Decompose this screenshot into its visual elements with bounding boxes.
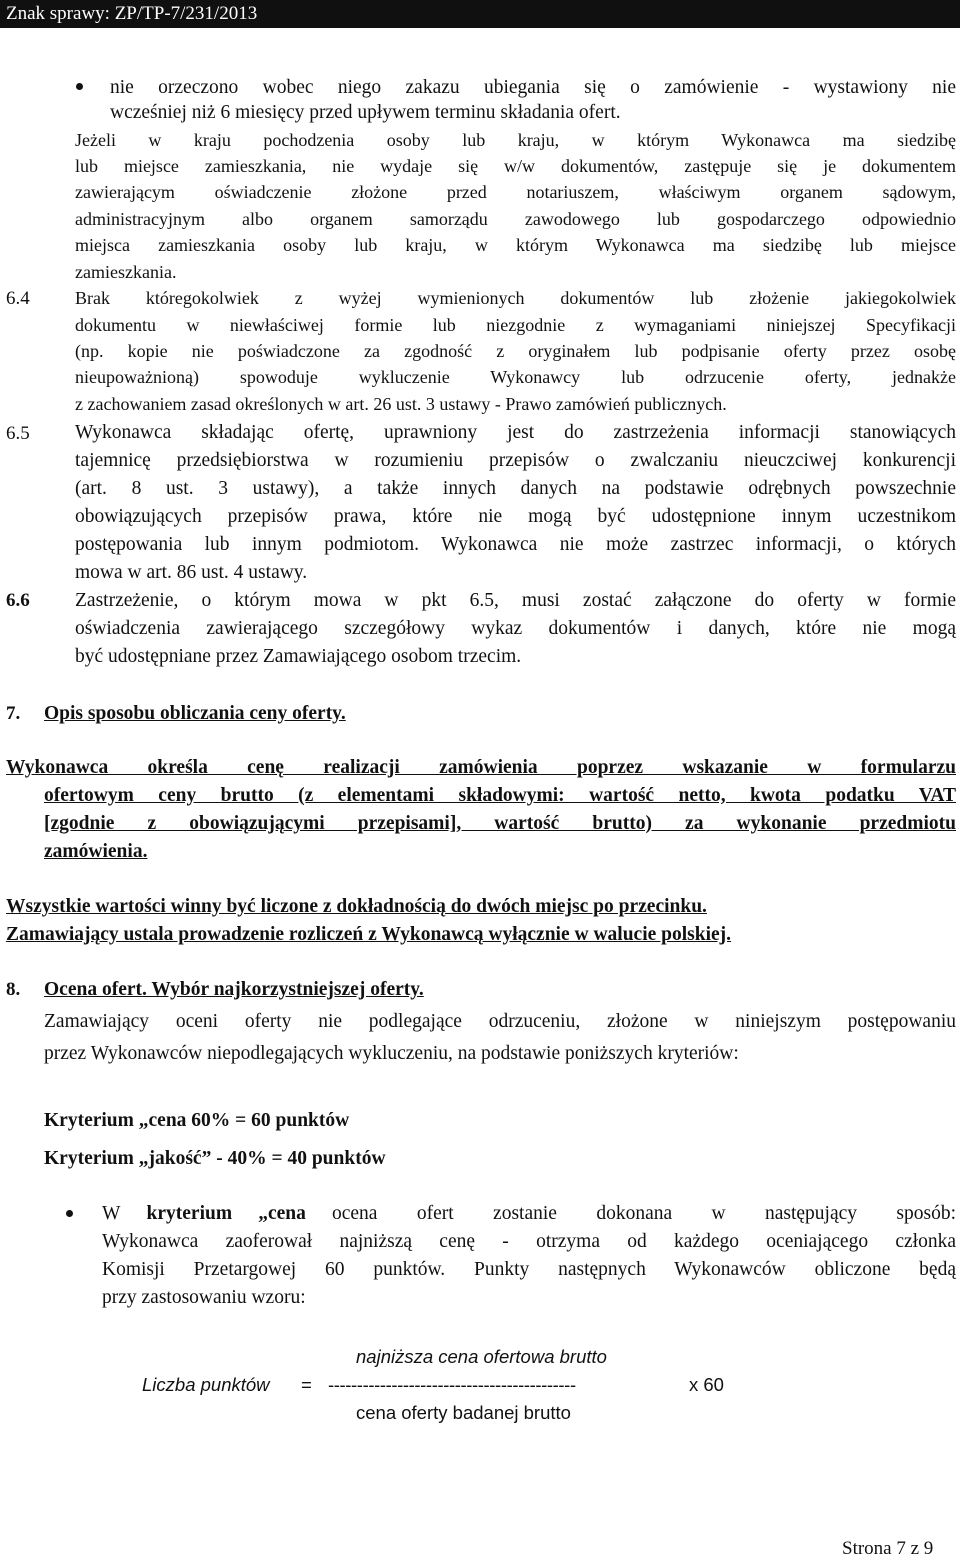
- bullet-line: Wykonawca zaoferował najniższą cenę - otrzyma od każdego oceniającego członka: [102, 1231, 956, 1252]
- first-line-rest: ocena ofert zostanie dokonana w następujący sposób:: [332, 1203, 956, 1224]
- bullet-cena-first-line: [102, 1203, 956, 1225]
- bullet-line: wcześniej niż 6 miesięcy przed upływem terminu składania ofert.: [110, 102, 621, 123]
- bullet-dot: [76, 83, 83, 90]
- word-kryterium: kryterium: [146, 1203, 233, 1224]
- bold-paragraph-line: zamówienia.: [44, 841, 148, 862]
- bold-paragraph-line: ofertowym ceny brutto (z elementami składowymi: wartość netto, kwota podatku VAT: [44, 785, 956, 806]
- note-line: Wszystkie wartości winny być liczone z dokładnością do dwóch miejsc po przecinku.: [6, 896, 707, 917]
- paragraph-line: Zamawiający oceni oferty nie podlegające odrzuceniu, złożone w niniejszym postępowaniu: [44, 1011, 956, 1032]
- section-number: 6.5: [6, 423, 30, 444]
- criterion-quality: Kryterium „jakość” - 40% = 40 punktów: [44, 1148, 386, 1169]
- paragraph-line: miejsca zamieszkania osoby lub kraju, w którym Wykonawca ma siedzibę lub miejsce: [75, 235, 956, 255]
- bullet-line: nie orzeczono wobec niego zakazu ubiegania się o zamówienie - wystawiony nie: [110, 77, 956, 98]
- section-number: 8.: [6, 979, 21, 1000]
- bullet-line: przy zastosowaniu wzoru:: [102, 1287, 306, 1308]
- section-line: nieupoważnioną) spowoduje wykluczenie Wykonawcy lub odrzucenie oferty, jednakże: [75, 367, 956, 387]
- bullet-dot: [66, 1210, 73, 1217]
- section-number: 6.6: [6, 590, 30, 611]
- section-line: być udostępniane przez Zamawiającego osobom trzecim.: [75, 646, 522, 667]
- section-line: Wykonawca składając ofertę, uprawniony jest do zastrzeżenia informacji stanowiących: [75, 422, 956, 443]
- section-line: mowa w art. 86 ust. 4 ustawy.: [75, 562, 308, 583]
- formula-denominator: cena oferty badanej brutto: [356, 1402, 571, 1423]
- bold-paragraph-line: [zgodnie z obowiązującymi przepisami], wartość brutto) za wykonanie przedmiotu: [44, 813, 956, 834]
- section-number: 6.4: [6, 288, 30, 309]
- paragraph-line: administracyjnym albo organem samorządu zawodowego lub gospodarczego odpowiednio: [75, 209, 956, 229]
- formula-equals: =: [301, 1374, 312, 1395]
- paragraph-line: zamieszkania.: [75, 262, 177, 282]
- criterion-price: Kryterium „cena 60% = 60 punktów: [44, 1110, 350, 1131]
- section-line: tajemnicę przedsiębiorstwa w rozumieniu przepisów o zwalczaniu nieuczciwej konkurencji: [75, 450, 956, 471]
- page-number: Strona 7 z 9: [842, 1538, 934, 1559]
- paragraph-line: Jeżeli w kraju pochodzenia osoby lub kraju, w którym Wykonawca ma siedzibę: [75, 130, 956, 150]
- section-line: (art. 8 ust. 3 ustawy), a także innych danych na podstawie odrębnych powszechnie: [75, 478, 956, 499]
- bullet-line: Komisji Przetargowej 60 punktów. Punkty następnych Wykonawców obliczone będą: [102, 1259, 956, 1280]
- section-number: 7.: [6, 703, 21, 724]
- section-line: obowiązujących przepisów prawa, które nie mogą być udostępnione innym uczestnikom: [75, 506, 956, 527]
- section-line: Zastrzeżenie, o którym mowa w pkt 6.5, musi zostać załączone do oferty w formie: [75, 590, 956, 611]
- bold-paragraph-line: Wykonawca określa cenę realizacji zamówienia poprzez wskazanie w formularzu: [6, 757, 956, 778]
- note-line: Zamawiający ustala prowadzenie rozliczeń z Wykonawcą wyłącznie w walucie polskiej.: [6, 924, 732, 945]
- word-cena: „cena: [258, 1203, 306, 1224]
- formula-multiplier: x 60: [689, 1374, 724, 1395]
- formula-fraction-bar: -------------------------------------------: [328, 1374, 576, 1395]
- section-line: postępowania lub innym podmiotom. Wykonawca nie może zastrzec informacji, o których: [75, 534, 956, 555]
- section-line: dokumentu w niewłaściwej formie lub niezgodnie z wymaganiami niniejszej Specyfikacji: [75, 315, 956, 335]
- formula-numerator: najniższa cena ofertowa brutto: [356, 1346, 607, 1367]
- section-line: z zachowaniem zasad określonych w art. 26 ust. 3 ustawy - Prawo zamówień publicznych.: [75, 394, 727, 414]
- section-heading: Opis sposobu obliczania ceny oferty.: [44, 703, 346, 724]
- section-heading: Ocena ofert. Wybór najkorzystniejszej oferty.: [44, 979, 424, 1000]
- paragraph-line: lub miejsce zamieszkania, nie wydaje się w/w dokumentów, zastępuje się je dokumentem: [75, 156, 956, 176]
- paragraph-line: zawierającym oświadczenie złożone przed notariuszem, właściwym organem sądowym,: [75, 182, 956, 202]
- word-w: W: [102, 1203, 121, 1224]
- section-line: oświadczenia zawierającego szczegółowy wykaz dokumentów i danych, które nie mogą: [75, 618, 956, 639]
- document-header: Znak sprawy: ZP/TP-7/231/2013: [0, 0, 960, 28]
- section-line: (np. kopie nie poświadczone za zgodność z oryginałem lub podpisanie oferty przez osobę: [75, 341, 956, 361]
- formula-label: Liczba punktów: [142, 1374, 270, 1395]
- section-line: Brak któregokolwiek z wyżej wymienionych dokumentów lub złożenie jakiegokolwiek: [75, 288, 956, 308]
- paragraph-line: przez Wykonawców niepodlegających wykluczeniu, na podstawie poniższych kryteriów:: [44, 1043, 739, 1064]
